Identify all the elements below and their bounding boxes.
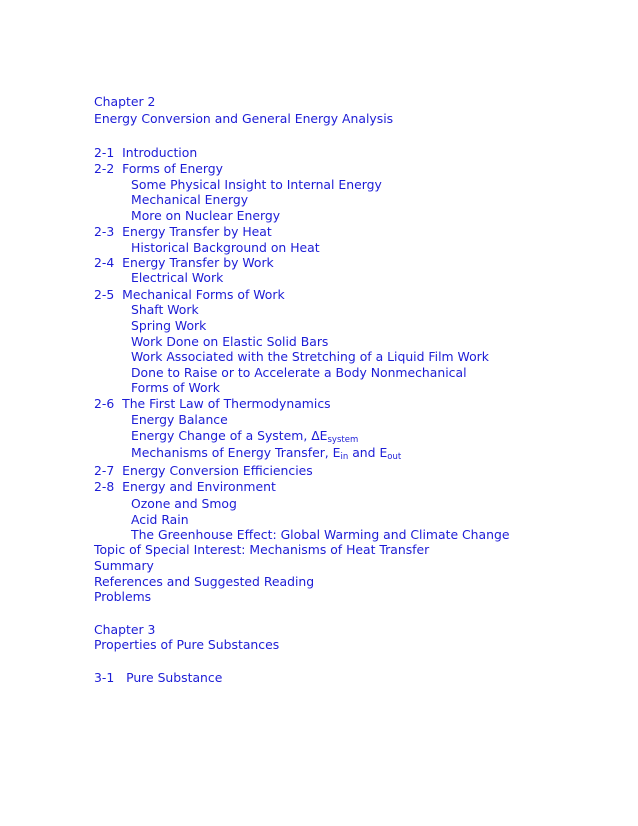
section-title: Energy Conversion Efficiencies <box>122 463 313 478</box>
toc-extra-summary: Summary <box>94 558 154 573</box>
chapter-3-title: Properties of Pure Substances <box>94 637 280 652</box>
chapter-2-heading: Chapter 2 <box>94 94 156 109</box>
section-title: The First Law of Thermodynamics <box>122 396 331 411</box>
toc-section-2-1 <box>94 145 197 160</box>
section-number: 2-6 <box>94 396 115 411</box>
toc-subsection: Ozone and Smog <box>131 496 237 511</box>
toc-subsection: Some Physical Insight to Internal Energy <box>131 177 382 192</box>
section-number: 2-2 <box>94 161 115 176</box>
section-number: 3-1 <box>94 670 115 685</box>
subsection-text-middle: and E <box>348 445 388 460</box>
section-number: 2-8 <box>94 479 115 494</box>
toc-subsection: More on Nuclear Energy <box>131 208 281 223</box>
toc-subsection-mechanisms <box>131 445 401 460</box>
subscript-in: in <box>340 452 349 462</box>
toc-section-2-6 <box>94 396 331 411</box>
toc-subsection: Historical Background on Heat <box>131 240 320 255</box>
subsection-text: Mechanisms of Energy Transfer, E <box>131 445 341 460</box>
toc-section-3-1 <box>94 670 222 685</box>
section-number: 2-4 <box>94 255 115 270</box>
section-number: 2-3 <box>94 224 115 239</box>
section-title: Energy Transfer by Work <box>122 255 274 270</box>
toc-subsection: Energy Balance <box>131 412 228 427</box>
toc-section-2-4 <box>94 255 274 270</box>
section-title: Energy Transfer by Heat <box>122 224 272 239</box>
toc-section-2-5 <box>94 287 285 302</box>
toc-section-2-7 <box>94 463 313 478</box>
section-title: Forms of Energy <box>122 161 224 176</box>
section-title: Energy and Environment <box>122 479 276 494</box>
section-number: 2-1 <box>94 145 115 160</box>
subscript-system: system <box>327 435 359 445</box>
section-title: Introduction <box>122 145 198 160</box>
toc-extra-topic: Topic of Special Interest: Mechanisms of Heat Transfer <box>94 542 430 557</box>
subsection-text: Energy Change of a System, ΔE <box>131 428 328 443</box>
toc-subsection-energy-change <box>131 428 358 443</box>
section-number: 2-5 <box>94 287 115 302</box>
toc-section-2-8 <box>94 479 276 494</box>
chapter-2-title: Energy Conversion and General Energy Analysis <box>94 111 394 126</box>
toc-subsection: Acid Rain <box>131 512 189 527</box>
toc-extra-references: References and Suggested Reading <box>94 574 315 589</box>
toc-subsection: Electrical Work <box>131 270 224 285</box>
toc-subsection: Work Done on Elastic Solid Bars <box>131 334 329 349</box>
toc-subsection: Shaft Work <box>131 302 199 317</box>
section-title: Pure Substance <box>126 670 223 685</box>
toc-subsection: Forms of Work <box>131 380 220 395</box>
toc-subsection: Spring Work <box>131 318 207 333</box>
toc-section-2-2 <box>94 161 223 176</box>
toc-subsection: Work Associated with the Stretching of a Liquid Film Work <box>131 349 489 364</box>
toc-extra-problems: Problems <box>94 589 152 604</box>
section-number: 2-7 <box>94 463 115 478</box>
subscript-out: out <box>387 452 402 462</box>
toc-section-2-3 <box>94 224 272 239</box>
toc-subsection: Done to Raise or to Accelerate a Body Nonmechanical <box>131 365 467 380</box>
toc-subsection: The Greenhouse Effect: Global Warming and Climate Change <box>131 527 510 542</box>
toc-subsection: Mechanical Energy <box>131 192 249 207</box>
section-title: Mechanical Forms of Work <box>122 287 285 302</box>
chapter-3-heading: Chapter 3 <box>94 622 156 637</box>
